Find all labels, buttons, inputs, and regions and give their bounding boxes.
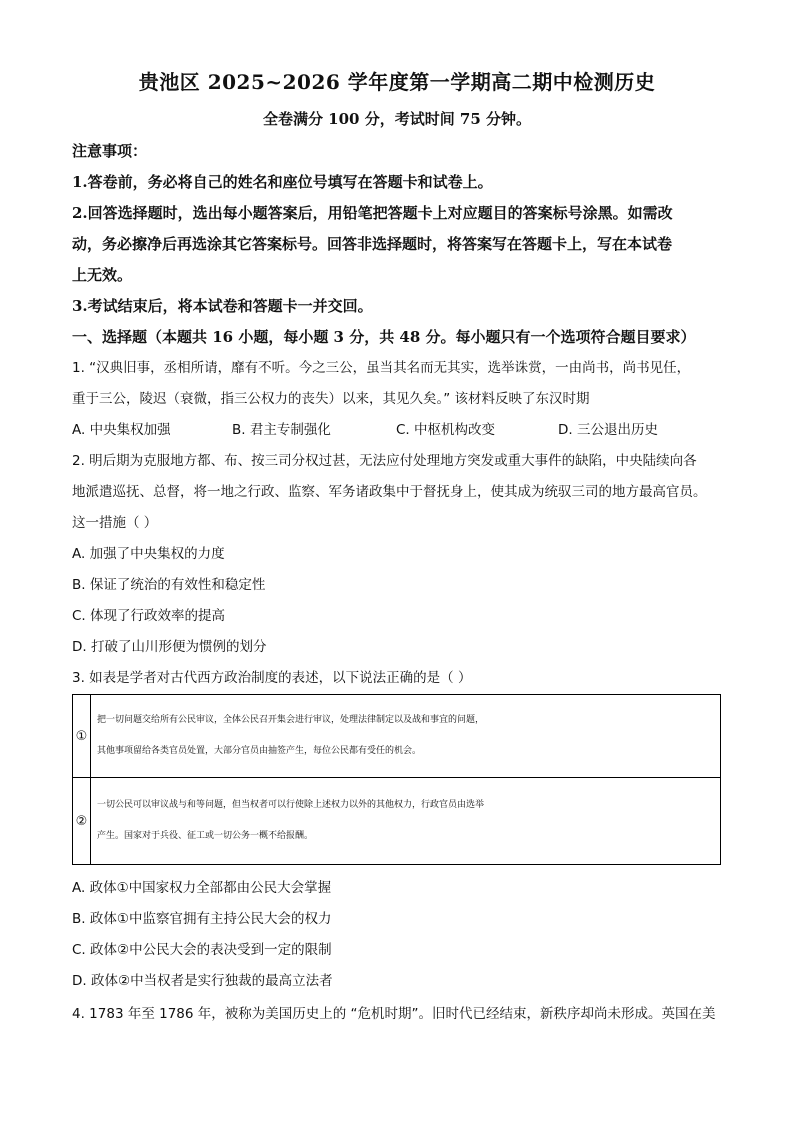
q2-option-b: B. 保证了统治的有效性和稳定性: [72, 577, 266, 593]
q3-option-c: C. 政体②中公民大会的表决受到一定的限制: [72, 942, 332, 958]
q2-option-c: C. 体现了行政效率的提高: [72, 608, 226, 624]
q3-row-2-content: [91, 778, 721, 865]
q3-row-2-line-1: 一切公民可以审议战与和等问题，但当权者可以行使除上述权力以外的其他权力，行政官员由选举: [97, 800, 485, 810]
notes-item-2-line-1: 2.回答选择题时，选出每小题答案后，用铅笔把答题卡上对应题目的答案标号涂黑。如需改: [72, 204, 673, 222]
q3-option-a: A. 政体①中国家权力全部都由公民大会掌握: [72, 880, 332, 896]
q3-row-1-line-1: 把一切问题交给所有公民审议，全体公民召开集会进行审议，处理法律制定以及战和事宜的问题，: [97, 715, 485, 725]
notes-heading: 注意事项：: [72, 142, 148, 160]
page-subtitle: 全卷满分 100 分，考试时间 75 分钟。: [262, 110, 532, 128]
section-heading: 一、选择题（本题共 16 小题，每小题 3 分，共 48 分。每小题只有一个选项符合题目要求）: [72, 328, 696, 346]
q3-row-1-line-2: 其他事项留给各类官员处置，大部分官员由抽签产生，每位公民都有受任的机会。: [97, 746, 422, 756]
q3-row-2-line-2: 产生。国家对于兵役、征工或一切公务一概不给报酬。: [97, 831, 314, 841]
q2-option-a: A. 加强了中央集权的力度: [72, 546, 225, 562]
q3-table-row: [73, 778, 721, 865]
q3-table-row: [73, 695, 721, 778]
q2-stem-line-3: 这一措施（ ）: [72, 515, 158, 531]
q3-stem: 3. 如表是学者对古代西方政治制度的表述，以下说法正确的是（ ）: [72, 670, 472, 686]
q1-option-d: D. 三公退出历史: [558, 422, 658, 438]
q4-stem-line-1: 4. 1783 年至 1786 年，被称为美国历史上的 “危机时期”。旧时代已经结束，新秩序却尚未形成。英国在美: [72, 1006, 716, 1022]
q3-row-1-number: ①: [73, 695, 91, 778]
q3-row-2-number: ②: [73, 778, 91, 865]
notes-item-1: 1.答卷前，务必将自己的姓名和座位号填写在答题卡和试卷上。: [72, 173, 493, 191]
q1-stem-line-2: 重于三公，陵迟（衰微，指三公权力的丧失）以来，其见久矣。” 该材料反映了东汉时期: [72, 391, 590, 407]
q1-option-c: C. 中枢机构改变: [396, 422, 496, 438]
notes-item-3: 3.考试结束后，将本试卷和答题卡一并交回。: [72, 297, 373, 315]
q3-option-b: B. 政体①中监察官拥有主持公民大会的权力: [72, 911, 332, 927]
q3-table: [72, 694, 721, 865]
q3-option-d: D. 政体②中当权者是实行独裁的最高立法者: [72, 973, 333, 989]
q3-row-1-content: [91, 695, 721, 778]
q2-stem-line-1: 2. 明后期为克服地方都、布、按三司分权过甚，无法应付处理地方突发或重大事件的缺陷，中央陆续向各: [72, 453, 697, 469]
notes-item-2-line-2: 动，务必擦净后再选涂其它答案标号。回答非选择题时，将答案写在答题卡上，写在本试卷: [72, 235, 673, 253]
q2-stem-line-2: 地派遣巡抚、总督，将一地之行政、监察、军务诸政集中于督抚身上，使其成为统驭三司的地方最高官员。: [72, 484, 707, 500]
q1-options: [72, 420, 732, 440]
q1-option-a: A. 中央集权加强: [72, 422, 171, 438]
q1-stem-line-1: 1. “汉典旧事，丞相所请，靡有不听。今之三公，虽当其名而无其实，选举诛赏，一由尚书，尚书见任，: [72, 360, 691, 376]
q1-option-b: B. 君主专制强化: [232, 422, 331, 438]
notes-item-2-line-3: 上无效。: [72, 266, 133, 284]
q2-option-d: D. 打破了山川形便为惯例的划分: [72, 639, 267, 655]
page-title: 贵池区 2025~2026 学年度第一学期高二期中检测历史: [138, 70, 656, 94]
